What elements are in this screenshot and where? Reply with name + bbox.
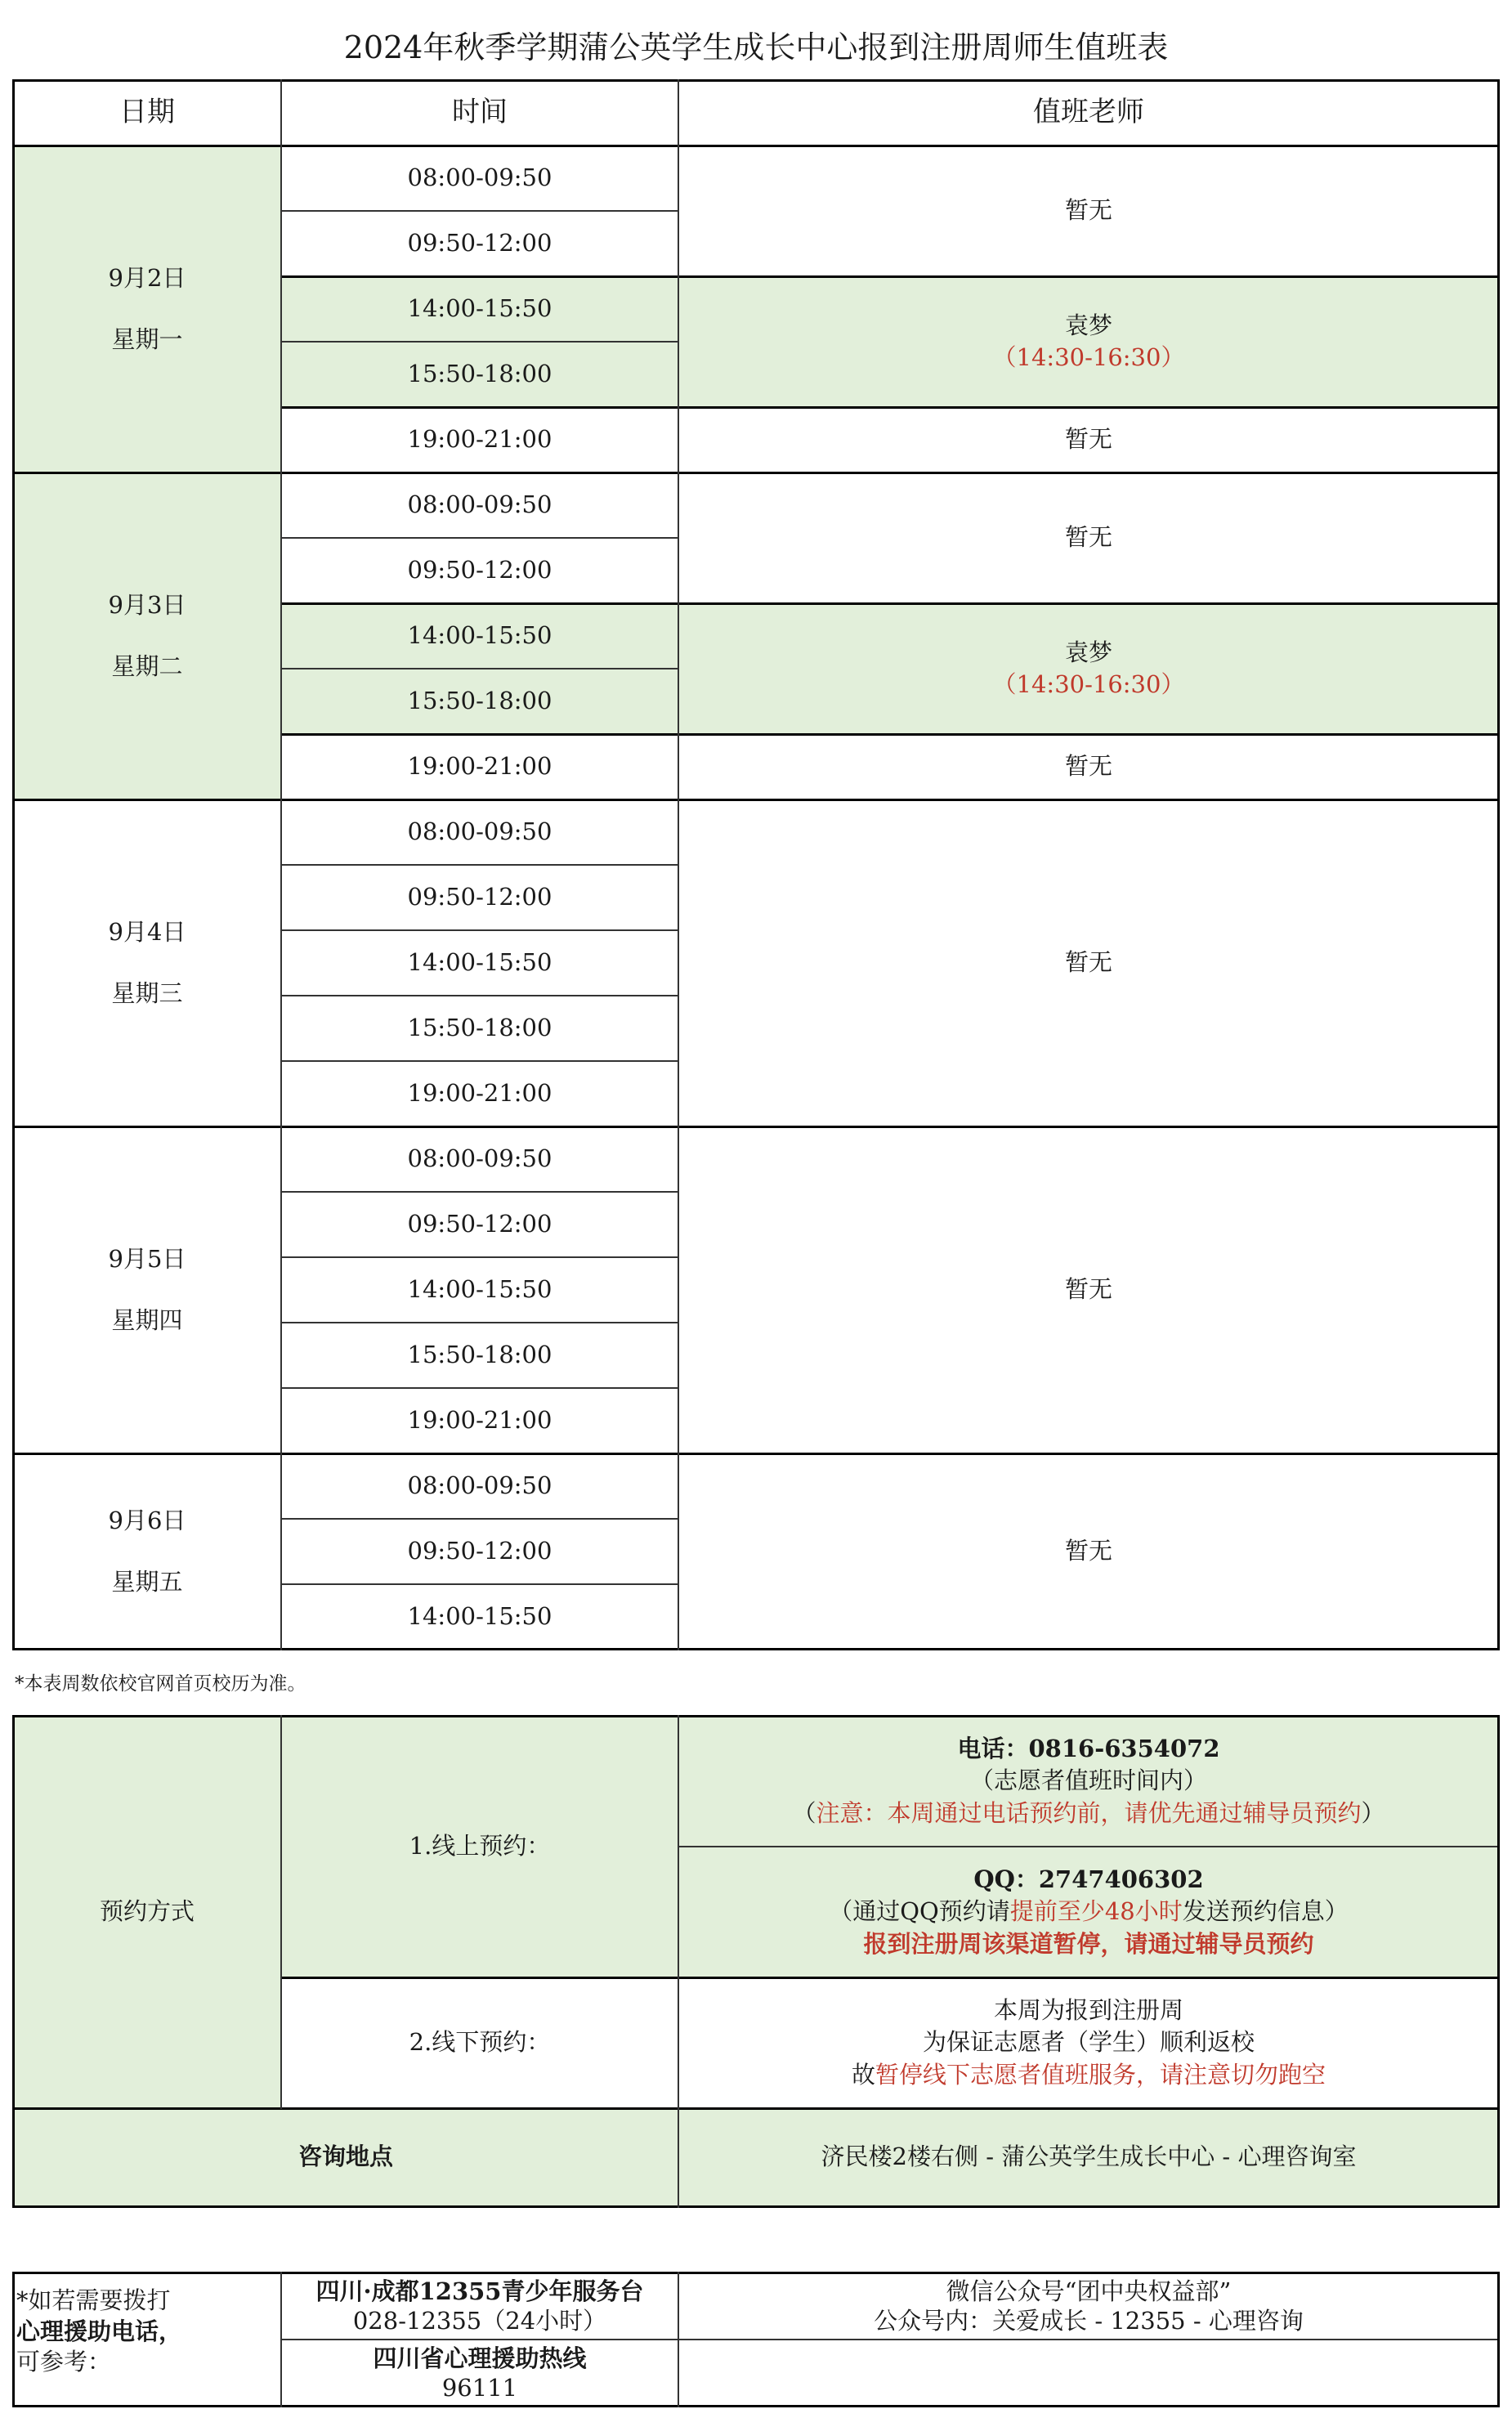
day-date: 9月6日	[108, 1506, 186, 1534]
rule	[280, 2272, 282, 2407]
hotline-intro	[16, 2286, 278, 2400]
teacher-name: 袁梦	[1064, 638, 1112, 666]
offline-label: 2.线下预约：	[409, 2028, 551, 2057]
time-slot-text: 19:00-21:00	[407, 752, 552, 781]
wechat-path: 公众号内：关爱成长 - 12355 - 心理咨询	[874, 2307, 1304, 2335]
time-slot-text: 09:50-12:00	[407, 229, 552, 257]
location-label: 咨询地点	[297, 2143, 393, 2171]
paren: ）	[1361, 1798, 1385, 1827]
time-slot-text: 09:50-12:00	[407, 1210, 552, 1238]
time-slot-text: 14:00-15:50	[407, 1275, 552, 1304]
teacher-name: 暂无	[1064, 425, 1112, 454]
paren: （	[792, 1798, 816, 1827]
hotline-number: 028-12355（24小时）	[352, 2307, 607, 2335]
time-slot-text: 14:00-15:50	[407, 948, 552, 977]
teacher-name: 暂无	[1064, 948, 1112, 977]
day-weekday: 星期二	[111, 652, 183, 680]
hotline-title: 四川·成都12355青少年服务台	[315, 2277, 644, 2305]
time-slot-text: 08:00-09:50	[407, 1471, 552, 1500]
rule	[1497, 2272, 1500, 2407]
qq-paused: 报到注册周该渠道暂停，请通过辅导员预约	[863, 1929, 1314, 1958]
teacher-name: 暂无	[1064, 1275, 1112, 1304]
page-title-text: 2024年秋季学期蒲公英学生成长中心报到注册周师生值班表	[343, 29, 1169, 66]
offline-line: 为保证志愿者（学生）顺利返校	[922, 2028, 1255, 2057]
day-weekday: 星期五	[111, 1568, 183, 1596]
rule	[13, 2405, 1499, 2407]
hotline-intro-line: 可参考：	[16, 2348, 112, 2376]
footnote-text: *本表周数依校官网首页校历为准。	[15, 1673, 306, 1695]
hotline-1	[281, 2272, 678, 2340]
day-weekday: 星期一	[111, 325, 183, 353]
qq-number: QQ：2747406302	[973, 1865, 1204, 1894]
time-slot-text: 08:00-09:50	[407, 1144, 552, 1173]
time-slot-text: 09:50-12:00	[407, 556, 552, 584]
hotline-intro-line: *如若需要拨打	[16, 2286, 171, 2314]
qq-notice-a: （通过QQ预约请	[829, 1897, 1010, 1926]
location-text: 济民楼2楼右侧 - 蒲公英学生成长中心 - 心理咨询室	[821, 2143, 1357, 2171]
header-date-label: 日期	[119, 96, 175, 129]
qq-notice-red: 提前至少48小时	[1009, 1897, 1183, 1926]
header-time-label: 时间	[452, 96, 508, 129]
rule	[678, 2272, 679, 2407]
time-slot-text: 14:00-15:50	[407, 294, 552, 323]
day-weekday: 星期三	[111, 979, 183, 1007]
time-slot-text: 14:00-15:50	[407, 1602, 552, 1631]
day-date: 9月5日	[108, 1244, 186, 1273]
hotline-number: 96111	[441, 2374, 518, 2402]
offline-line: 本周为报到注册周	[993, 1996, 1183, 2025]
booking-label: 预约方式	[99, 1897, 195, 1926]
teacher-hours: （14:30-16:30）	[992, 343, 1185, 371]
rule	[13, 2272, 1499, 2274]
time-slot-text: 09:50-12:00	[407, 1537, 552, 1565]
time-slot-text: 08:00-09:50	[407, 163, 552, 192]
offline-notice-a: 故	[851, 2060, 875, 2089]
time-slot-text: 19:00-21:00	[407, 1079, 552, 1108]
teacher-name: 暂无	[1064, 523, 1112, 552]
time-slot-text: 15:50-18:00	[407, 1014, 552, 1042]
time-slot-text: 08:00-09:50	[407, 817, 552, 846]
time-slot-text: 15:50-18:00	[407, 360, 552, 388]
phone-hours: （志愿者值班时间内）	[969, 1766, 1207, 1795]
teacher-hours: （14:30-16:30）	[992, 670, 1185, 698]
day-date: 9月2日	[108, 263, 186, 292]
rule	[281, 2339, 1499, 2340]
teacher-name: 袁梦	[1064, 311, 1112, 339]
time-slot-text: 19:00-21:00	[407, 425, 552, 454]
phone-notice-text: 注意：本周通过电话预约前，请优先通过辅导员预约	[816, 1798, 1362, 1827]
time-slot-text: 15:50-18:00	[407, 1341, 552, 1369]
time-slot-text: 15:50-18:00	[407, 687, 552, 715]
qq-notice-b: 发送预约信息）	[1182, 1897, 1349, 1926]
hotline-2	[281, 2340, 678, 2407]
day-date: 9月4日	[108, 917, 186, 946]
wechat-account: 微信公众号“团中央权益部”	[946, 2277, 1232, 2305]
time-slot-text: 09:50-12:00	[407, 883, 552, 911]
time-slot-text: 14:00-15:50	[407, 621, 552, 650]
time-slot-text: 19:00-21:00	[407, 1406, 552, 1435]
header-teacher-label: 值班老师	[1033, 96, 1144, 129]
wechat-cell	[678, 2272, 1499, 2340]
teacher-name: 暂无	[1064, 752, 1112, 781]
day-weekday: 星期四	[111, 1306, 183, 1334]
offline-notice-red: 暂停线下志愿者值班服务，请注意切勿跑空	[875, 2060, 1326, 2089]
day-date: 9月3日	[108, 590, 186, 619]
hotline-intro-line: 心理援助电话，	[16, 2317, 183, 2345]
hotline-title: 四川省心理援助热线	[373, 2344, 587, 2372]
phone-number: 电话：0816-6354072	[957, 1735, 1220, 1763]
time-slot-text: 08:00-09:50	[407, 490, 552, 519]
online-label: 1.线上预约：	[409, 1832, 551, 1861]
teacher-name: 暂无	[1064, 196, 1112, 225]
teacher-name: 暂无	[1064, 1537, 1112, 1565]
rule	[12, 2272, 15, 2407]
